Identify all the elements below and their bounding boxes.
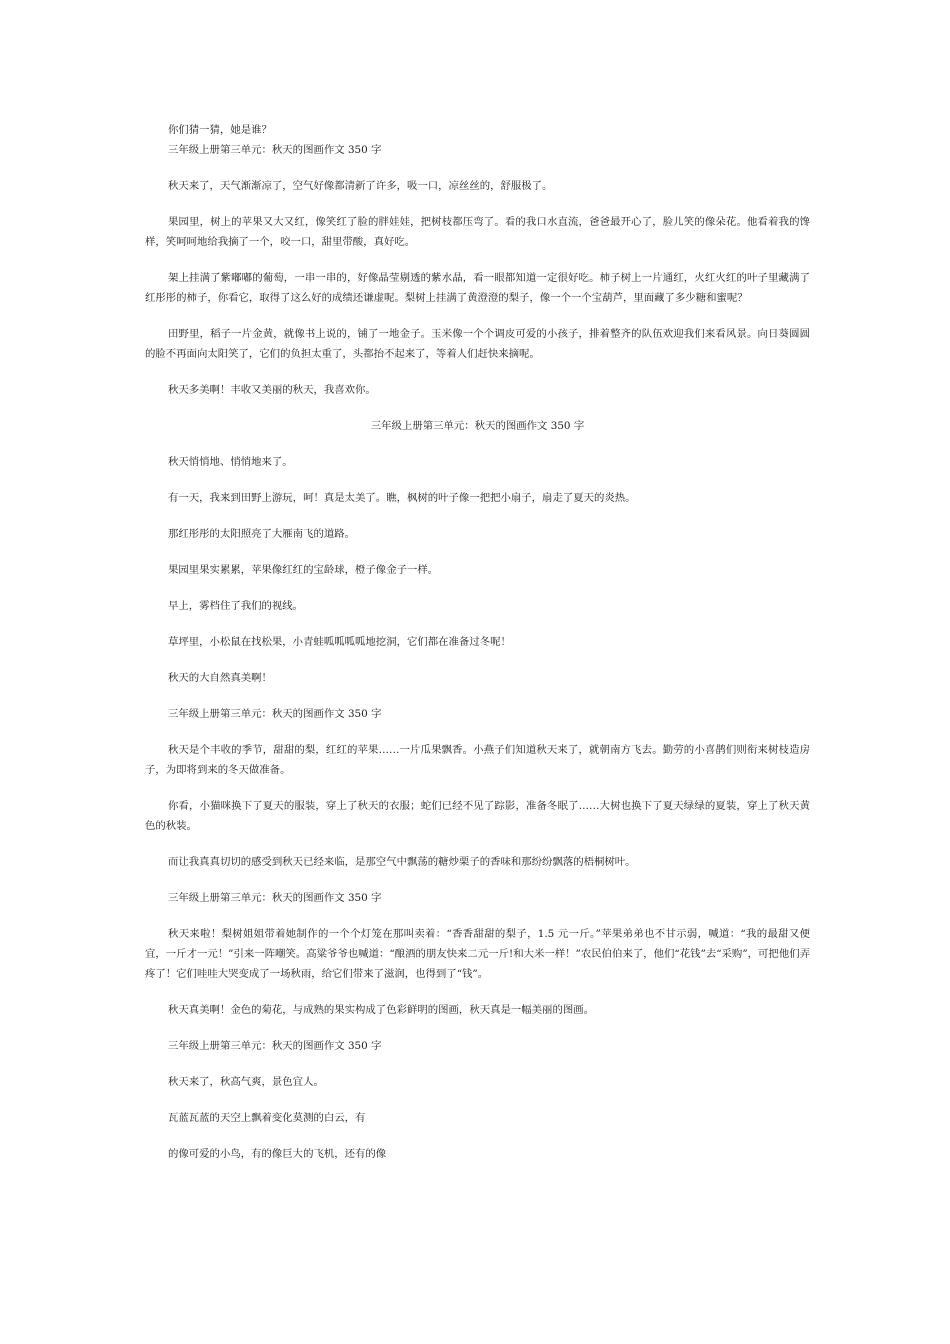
- paragraph: 果园里果实累累，苹果像红红的宝龄球，橙子像金子一样。: [168, 564, 439, 576]
- paragraph: 而让我真真切切的感受到秋天已经来临，是那空气中飘荡的糖炒栗子的香味和那纷纷飘落的梧桐树叶。: [168, 856, 636, 868]
- paragraph: 瓦蓝瓦蓝的天空上飘着变化莫测的白云，有: [168, 1112, 366, 1124]
- paragraph: 秋天多美啊！丰收又美丽的秋天，我喜欢你。: [168, 384, 376, 396]
- paragraph: 架上挂满了紫嘟嘟的葡萄，一串一串的，好像晶莹剔透的紫水晶，看一眼都知道一定很好吃。柿子树上一片通红，火红火红的叶子里藏满了红彤彤的柿子，你看它，取得了这么好的成绩还谦虚呢。梨树上挂满了黄澄澄的梨子，像一个一个宝葫芦，里面藏了多少糖和蜜呢？: [145, 272, 810, 304]
- paragraph: 秋天的大自然真美啊！: [168, 672, 272, 684]
- paragraph: 秋天悄悄地、悄悄地来了。: [168, 456, 293, 468]
- section-heading: 三年级上册第三单元：秋天的图画作文 350 字: [168, 708, 382, 720]
- paragraph: 秋天真美啊！金色的菊花，与成熟的果实构成了色彩鲜明的图画，秋天真是一幅美丽的图画。: [168, 1004, 595, 1016]
- paragraph: 秋天来啦！梨树姐姐带着她制作的一个个灯笼在那叫卖着：“香香甜甜的梨子，1.5 元一斤。”苹果弟弟也不甘示弱，喊道：“我的最甜又便宜，一斤才一元！”引来一阵嘲笑。高粱爷爷也喊道：“酿酒的朋友快来二元一斤!和大米一样！”农民伯伯来了，他们“花钱”去“采购”，可把他们弄疼了！它们哇哇大哭变成了一场秋雨，给它们带来了滋润，也得到了“钱”。: [145, 928, 810, 980]
- document-body: [145, 120, 810, 1164]
- paragraph: 秋天来了，秋高气爽，景色宜人。: [168, 1076, 324, 1088]
- paragraph: 早上，雾档住了我们的视线。: [168, 600, 304, 612]
- paragraph: 秋天来了，天气渐渐凉了，空气好像都清新了许多，吸一口，凉丝丝的，舒服极了。: [168, 180, 553, 192]
- paragraph: 那红彤彤的太阳照亮了大雁南飞的道路。: [168, 528, 356, 540]
- section-heading-centered: 三年级上册第三单元：秋天的图画作文 350 字: [370, 420, 585, 432]
- paragraph: 有一天，我来到田野上游玩，呵！真是太美了。瞧，枫树的叶子像一把把小扇子，扇走了夏天的炎热。: [168, 492, 636, 504]
- paragraph: 秋天是个丰收的季节，甜甜的梨，红红的苹果……一片瓜果飘香。小燕子们知道秋天来了，就朝南方飞去。勤劳的小喜鹊们则衔来树枝造房子，为即将到来的冬天做准备。: [145, 744, 810, 776]
- paragraph: 田野里，稻子一片金黄，就像书上说的，铺了一地金子。玉米像一个个调皮可爱的小孩子，排着整齐的队伍欢迎我们来看风景。向日葵圆圆的脸不再面向太阳笑了，它们的负担太重了，头都抬不起来了，等着人们赶快来摘呢。: [145, 328, 810, 360]
- paragraph: 的像可爱的小鸟，有的像巨大的飞机，还有的像: [168, 1148, 387, 1160]
- section-heading: 三年级上册第三单元：秋天的图画作文 350 字: [168, 1040, 382, 1052]
- paragraph: 果园里，树上的苹果又大又红，像笑红了脸的胖娃娃，把树枝都压弯了。看的我口水直流，爸爸最开心了，脸儿笑的像朵花。他看着我的馋样，笑呵呵地给我摘了一个，咬一口，甜里带酸，真好吃。: [145, 216, 810, 248]
- paragraph: 你看，小猫咪换下了夏天的服装，穿上了秋天的衣服；蛇们已经不见了踪影，准备冬眠了……大树也换下了夏天绿绿的夏装，穿上了秋天黄色的秋装。: [145, 800, 810, 832]
- section-heading: 三年级上册第三单元：秋天的图画作文 350 字: [168, 892, 382, 904]
- paragraph: 草坪里，小松鼠在找松果，小青蛙呱呱呱呱地挖洞，它们都在准备过冬呢！: [168, 636, 511, 648]
- paragraph: 你们猜一猜，她是谁？: [168, 124, 272, 136]
- section-heading: 三年级上册第三单元：秋天的图画作文 350 字: [168, 144, 382, 156]
